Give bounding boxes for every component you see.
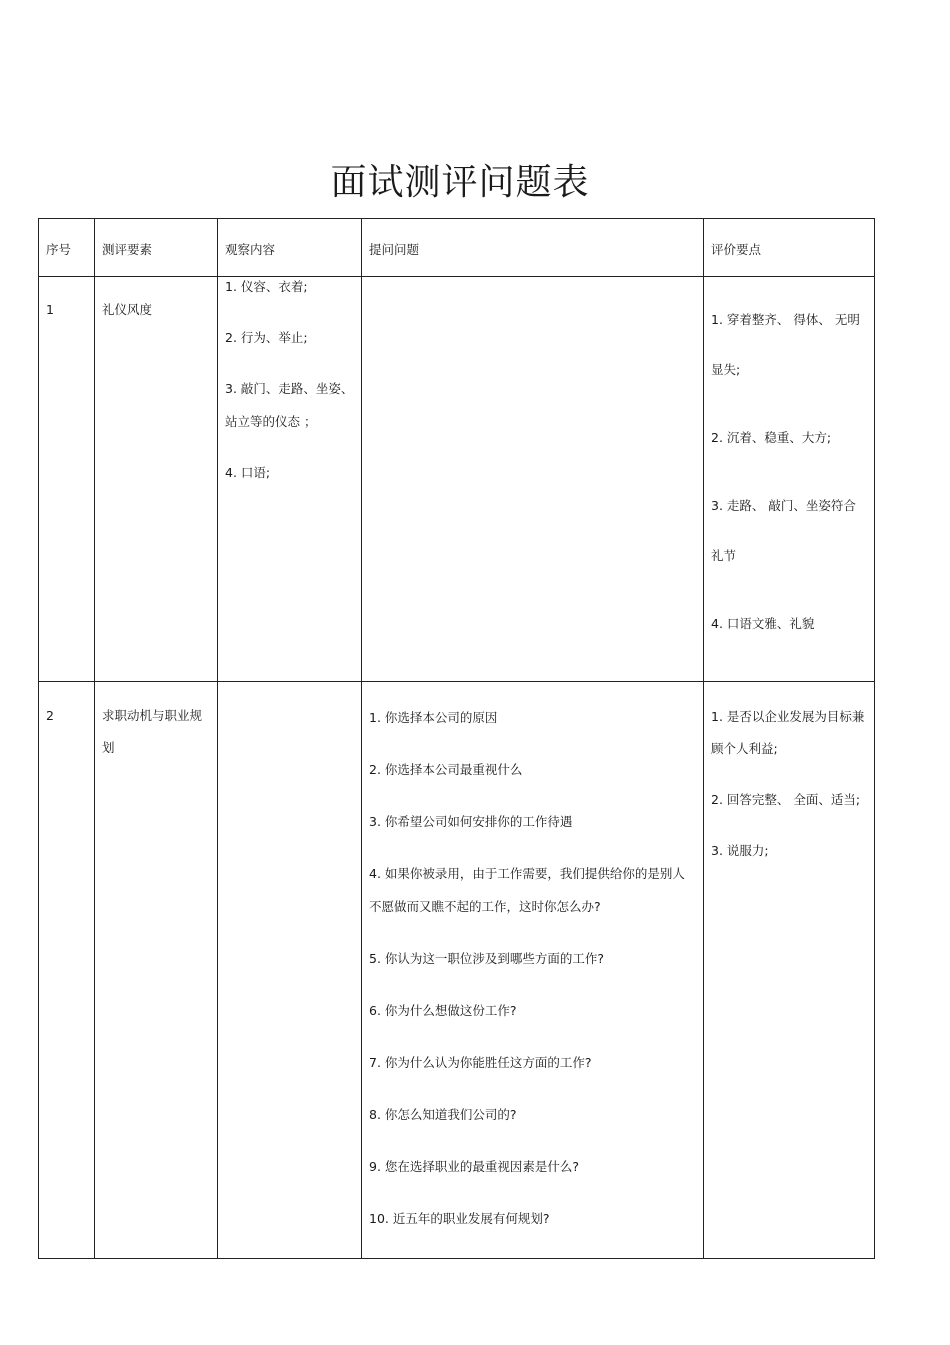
evaluation-element <box>95 682 218 1259</box>
observation-item: 1. 仪容、衣着; <box>225 279 308 294</box>
header-observation: 观察内容 <box>218 219 362 277</box>
table-row <box>39 682 875 1259</box>
criteria-list <box>711 295 867 649</box>
question-item: 8. 你怎么知道我们公司的? <box>369 1107 517 1122</box>
evaluation-element-text: 求职动机与职业规划 <box>102 708 203 755</box>
question-item: 7. 你为什么认为你能胜任这方面的工作? <box>369 1055 592 1070</box>
header-questions: 提问问题 <box>362 219 704 277</box>
page-title: 面试测评问题表 <box>330 162 590 203</box>
criteria-cell <box>704 277 875 682</box>
observation-item: 2. 行为、举止; <box>225 330 308 345</box>
question-item: 6. 你为什么想做这份工作? <box>369 1003 517 1018</box>
header-criteria: 评价要点 <box>704 219 875 277</box>
question-item: 10. 近五年的职业发展有何规划? <box>369 1211 550 1226</box>
question-item: 4. 如果你被录用，由于工作需要，我们提供给你的是别人不愿做而又瞧不起的工作，这时你怎么办? <box>369 866 685 914</box>
criteria-item: 3. 说服力; <box>711 843 769 858</box>
observation-item: 4. 口语; <box>225 465 271 480</box>
row-number: 2 <box>39 682 95 1259</box>
question-item: 2. 你选择本公司最重视什么 <box>369 762 523 777</box>
evaluation-element <box>95 277 218 682</box>
table-row <box>39 277 875 682</box>
criteria-item: 2. 沉着、稳重、大方; <box>711 430 832 445</box>
observation-list <box>225 270 354 489</box>
question-item: 1. 你选择本公司的原因 <box>369 710 498 725</box>
criteria-item: 4. 口语文雅、礼貌 <box>711 616 815 631</box>
questions-cell <box>362 277 704 682</box>
question-item: 5. 你认为这一职位涉及到哪些方面的工作? <box>369 951 605 966</box>
criteria-item: 2. 回答完整、 全面、适当; <box>711 792 861 807</box>
question-item: 9. 您在选择职业的最重视因素是什么? <box>369 1159 580 1174</box>
observation-item: 3. 敲门、走路、坐姿、站立等的仪态 ； <box>225 381 354 429</box>
header-number: 序号 <box>39 219 95 277</box>
row-number: 1 <box>39 277 95 682</box>
criteria-cell <box>704 682 875 1259</box>
criteria-item: 1. 是否以企业发展为目标兼顾个人利益; <box>711 709 865 756</box>
evaluation-element-text: 礼仪风度 <box>102 302 153 317</box>
criteria-item: 1. 穿着整齐、 得体、 无明显失; <box>711 312 860 377</box>
questions-cell <box>362 682 704 1259</box>
question-list <box>369 701 696 1235</box>
header-element: 测评要素 <box>95 219 218 277</box>
criteria-list <box>711 701 867 867</box>
interview-evaluation-table <box>38 218 875 1259</box>
observation-cell <box>218 277 362 682</box>
criteria-item: 3. 走路、 敲门、坐姿符合礼节 <box>711 498 856 563</box>
question-item: 3. 你希望公司如何安排你的工作待遇 <box>369 814 573 829</box>
observation-cell <box>218 682 362 1259</box>
header-row <box>39 219 875 277</box>
